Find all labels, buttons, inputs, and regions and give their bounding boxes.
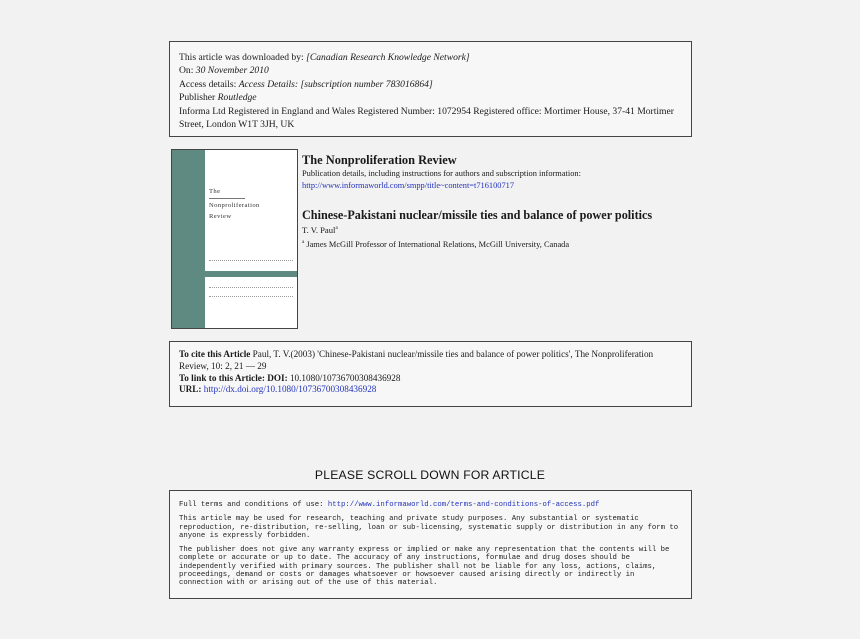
cite-line: To cite this Article Paul, T. V.(2003) 'Chinese-Pakistani nuclear/missile ties and balance of power politics', The Nonproliferation Review, 10: 2, 21 — 29 — [179, 349, 654, 371]
article-title: Chinese-Pakistani nuclear/missile ties and balance of power politics — [302, 208, 653, 223]
terms-line: Full terms and conditions of use: http://www.informaworld.com/terms-and-conditions-of-access.pdf — [179, 501, 600, 509]
publisher-line: Publisher Routledge — [179, 92, 257, 104]
article-author: T. V. Paul$^a$ — [302, 225, 338, 236]
doi-line: To link to this Article: DOI: 10.1080/10736700308436928 — [179, 372, 401, 383]
terms-link[interactable]: http://www.informaworld.com/terms-and-conditions-of-access.pdf — [327, 501, 600, 509]
journal-article-info — [302, 153, 692, 250]
publication-details-text: Publication details, including instructions for authors and subscription information: — [302, 169, 581, 178]
journal-link[interactable]: http://www.informaworld.com/smpp/title~content=t716100717 — [302, 180, 515, 190]
doi-url-link[interactable]: http://dx.doi.org/10.1080/10736700308436928 — [201, 384, 377, 395]
downloaded-by-line: This article was downloaded by: [Canadian Research Knowledge Network] — [179, 52, 470, 63]
scroll-notice: PLEASE SCROLL DOWN FOR ARTICLE — [314, 468, 546, 482]
access-details-line: Access details: Access Details: [subscription number 783016864] — [179, 78, 433, 90]
terms-usage-paragraph: This article may be used for research, teaching and private study purposes. Any substantial or systematic reproduction, re-distribution, re-selling, loan or sub-licensing, systematic supply or distribution in any form to anyone is expressly forbidden. — [179, 515, 679, 540]
access-details-value: Access Details: [subscription number 783016864] — [238, 78, 433, 90]
terms-box — [169, 490, 692, 599]
download-info-box — [169, 41, 692, 137]
terms-disclaimer-paragraph: The publisher does not give any warranty express or implied or make any representation that the contents will be complete or accurate or up to date. The accuracy of any instructions, formulae and drug doses should be independently verified with primary sources. The publisher shall not be liable for any loss, actions, claims, proceedings, demand or costs or damages whatsoever or howsoever caused arising directly or indirectly in connection with or arising out of the use of this material. — [179, 546, 670, 588]
download-date-line: On: 30 November 2010 — [179, 65, 269, 77]
journal-title: The Nonproliferation Review — [302, 153, 457, 167]
journal-cover-image — [171, 149, 298, 329]
download-date-value: 30 November 2010 — [195, 65, 269, 77]
citation-box — [169, 341, 692, 407]
url-line: URL: http://dx.doi.org/10.1080/10736700308436928 — [179, 384, 377, 395]
cover-title: The Nonproliferation Review — [209, 188, 260, 220]
author-affiliation: $^a$ James McGill Professor of International Relations, McGill University, Canada — [302, 239, 570, 249]
publisher-value: Routledge — [217, 92, 257, 104]
registered-office-text: Informa Ltd Registered in England and Wales Registered Number: 1072954 Registered office: Mortimer House, 37-41 Mortimer Street, London W1T 3JH, UK — [179, 105, 674, 131]
downloaded-by-value: [Canadian Research Knowledge Network] — [306, 52, 470, 63]
